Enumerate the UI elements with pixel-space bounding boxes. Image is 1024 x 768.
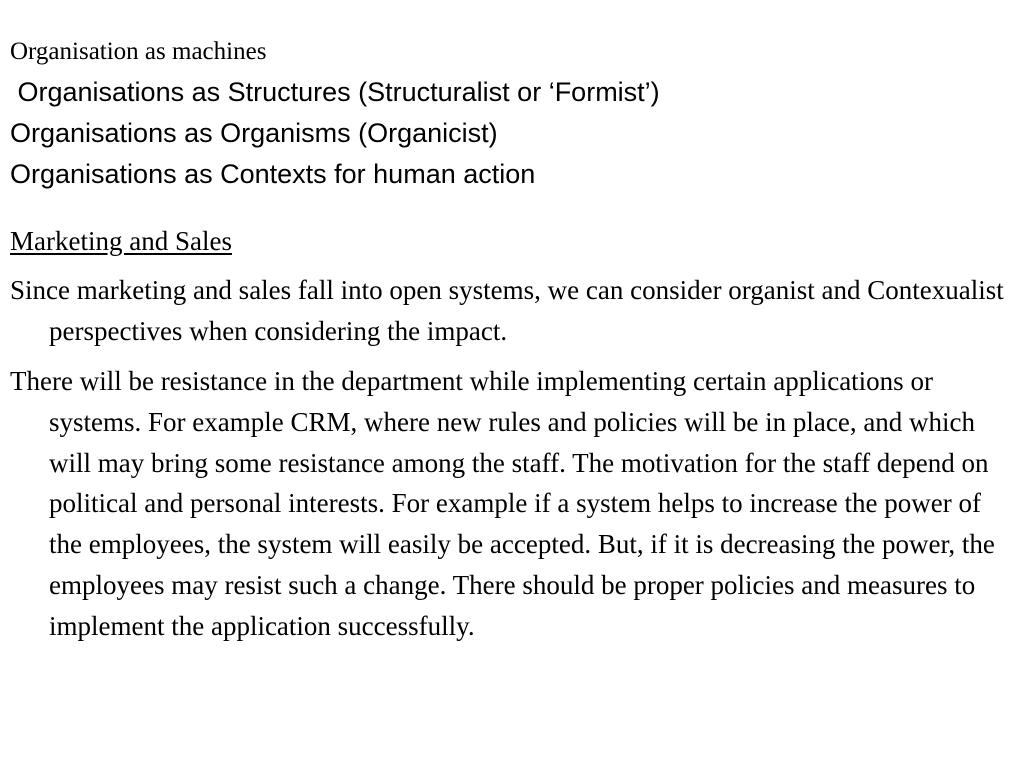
heading-organisms: Organisations as Organisms (Organicist) xyxy=(10,118,498,148)
heading-contexts: Organisations as Contexts for human action xyxy=(10,159,536,189)
heading-machines: Organisation as machines xyxy=(10,38,267,65)
heading-structures: Organisations as Structures (Structuralist or ‘Formist’) xyxy=(10,77,660,107)
paragraph-resistance: There will be resistance in the department while implementing certain applications or systems. For example CRM, where new rules and policies will be in place, and which will may bring some resistance among the staff. The motivation for the staff depend on political and personal interests. For example if a system helps to increase the power of the employees, the system will easily be accepted. But, if it is decreasing the power, the employees may resist such a change. There should be proper policies and measures to implement the application successfully. xyxy=(10,366,995,641)
paragraph-open-systems: Since marketing and sales fall into open systems, we can consider organist and Contexualist perspectives when considering the impact. xyxy=(10,275,1004,346)
section-title-marketing-sales: Marketing and Sales xyxy=(10,226,232,256)
